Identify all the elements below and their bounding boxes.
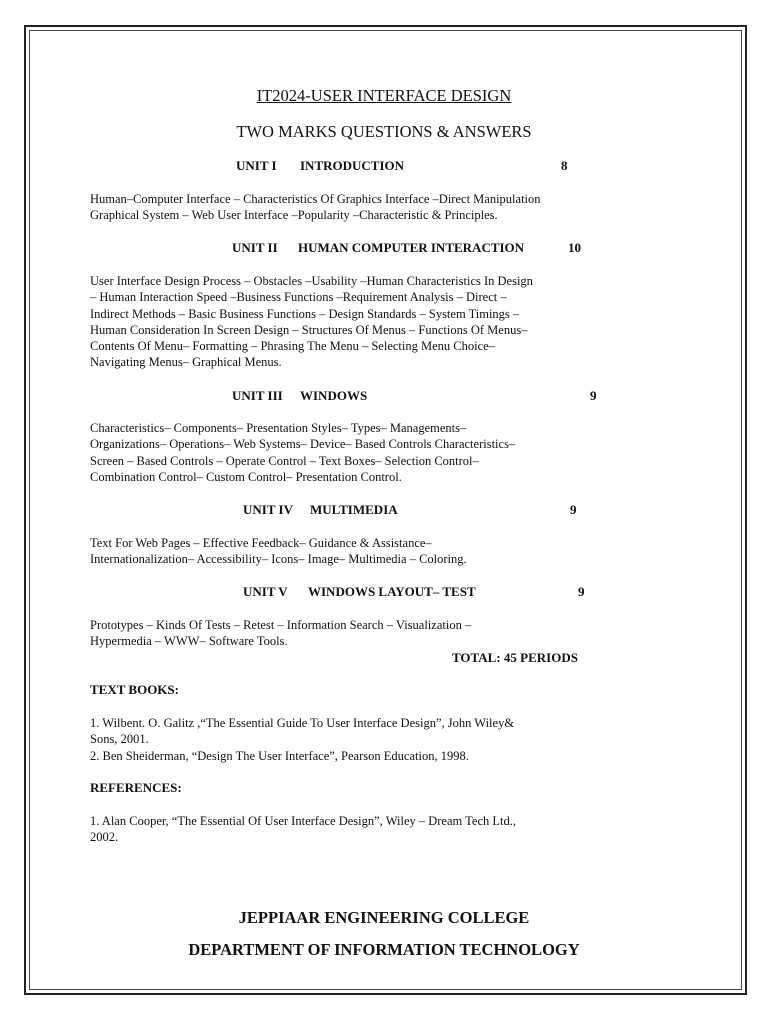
unit-description-5 [90,617,610,650]
text-line: 1. Alan Cooper, “The Essential Of User Interface Design”, Wiley – Dream Tech Ltd., [90,814,516,828]
unit-name: UNIT IV [243,502,293,517]
text-line: User Interface Design Process – Obstacles –Usability –Human Characteristics In Design [90,274,533,288]
text-line: Prototypes – Kinds Of Tests – Retest – Information Search – Visualization – [90,618,472,632]
unit-name: UNIT V [243,584,288,599]
text-line: Human Consideration In Screen Design – Structures Of Menus – Functions Of Menus– [90,322,528,337]
text-line: Hypermedia – WWW– Software Tools. [90,634,288,649]
unit-description-1 [90,191,610,224]
text-line: Sons, 2001. [90,732,149,747]
unit-name: UNIT II [232,240,278,255]
unit-topic: HUMAN COMPUTER INTERACTION [298,240,525,255]
unit-topic: MULTIMEDIA [310,502,398,517]
course-title: IT2024-USER INTERFACE DESIGN [256,86,512,105]
unit-hours: 9 [570,502,577,517]
unit-description-4 [90,535,610,568]
text-line: Internationalization– Accessibility– Icons– Image– Multimedia – Coloring. [90,552,467,567]
text-books-heading: TEXT BOOKS: [90,682,179,697]
total-periods: TOTAL: 45 PERIODS [452,650,578,665]
department-name: DEPARTMENT OF INFORMATION TECHNOLOGY [188,940,580,959]
unit-name: UNIT III [232,388,283,403]
text-line: 2. Ben Sheiderman, “Design The User Interface”, Pearson Education, 1998. [90,748,469,763]
unit-hours: 10 [568,240,581,255]
references-list [90,813,610,846]
college-name: JEPPIAAR ENGINEERING COLLEGE [238,908,530,927]
text-line: Characteristics– Components– Presentation Styles– Types– Managements– [90,421,467,435]
text-line: Combination Control– Custom Control– Presentation Control. [90,469,402,484]
unit-hours: 8 [561,158,568,173]
text-line: Navigating Menus– Graphical Menus. [90,355,282,370]
text-line: Graphical System – Web User Interface –Popularity –Characteristic & Principles. [90,208,498,223]
unit-description-2 [90,273,610,371]
text-line: 2002. [90,830,119,845]
text-line: Human–Computer Interface – Characteristics Of Graphics Interface –Direct Manipulation [90,192,541,206]
unit-topic: INTRODUCTION [300,158,405,173]
text-line: Indirect Methods – Basic Business Functions – Design Standards – System Timings – [90,306,520,321]
text-line: Contents Of Menu– Formatting – Phrasing The Menu – Selecting Menu Choice– [90,339,495,354]
subtitle: TWO MARKS QUESTIONS & ANSWERS [236,122,532,141]
unit-description-3 [90,420,610,485]
unit-hours: 9 [578,584,585,599]
text-line: – Human Interaction Speed –Business Functions –Requirement Analysis – Direct – [90,290,507,305]
unit-topic: WINDOWS [300,388,368,403]
unit-hours: 9 [590,388,597,403]
text-line: Text For Web Pages – Effective Feedback– Guidance & Assistance– [90,536,432,550]
text-line: 1. Wilbent. O. Galitz ,“The Essential Guide To User Interface Design”, John Wiley& [90,716,515,730]
unit-topic: WINDOWS LAYOUT– TEST [308,584,476,599]
text-line: Screen – Based Controls – Operate Control – Text Boxes– Selection Control– [90,453,479,468]
text-line: Organizations– Operations– Web Systems– Device– Based Controls Characteristics– [90,437,516,452]
references-heading: REFERENCES: [90,780,182,795]
text-books-list [90,715,610,764]
unit-name: UNIT I [236,158,277,173]
